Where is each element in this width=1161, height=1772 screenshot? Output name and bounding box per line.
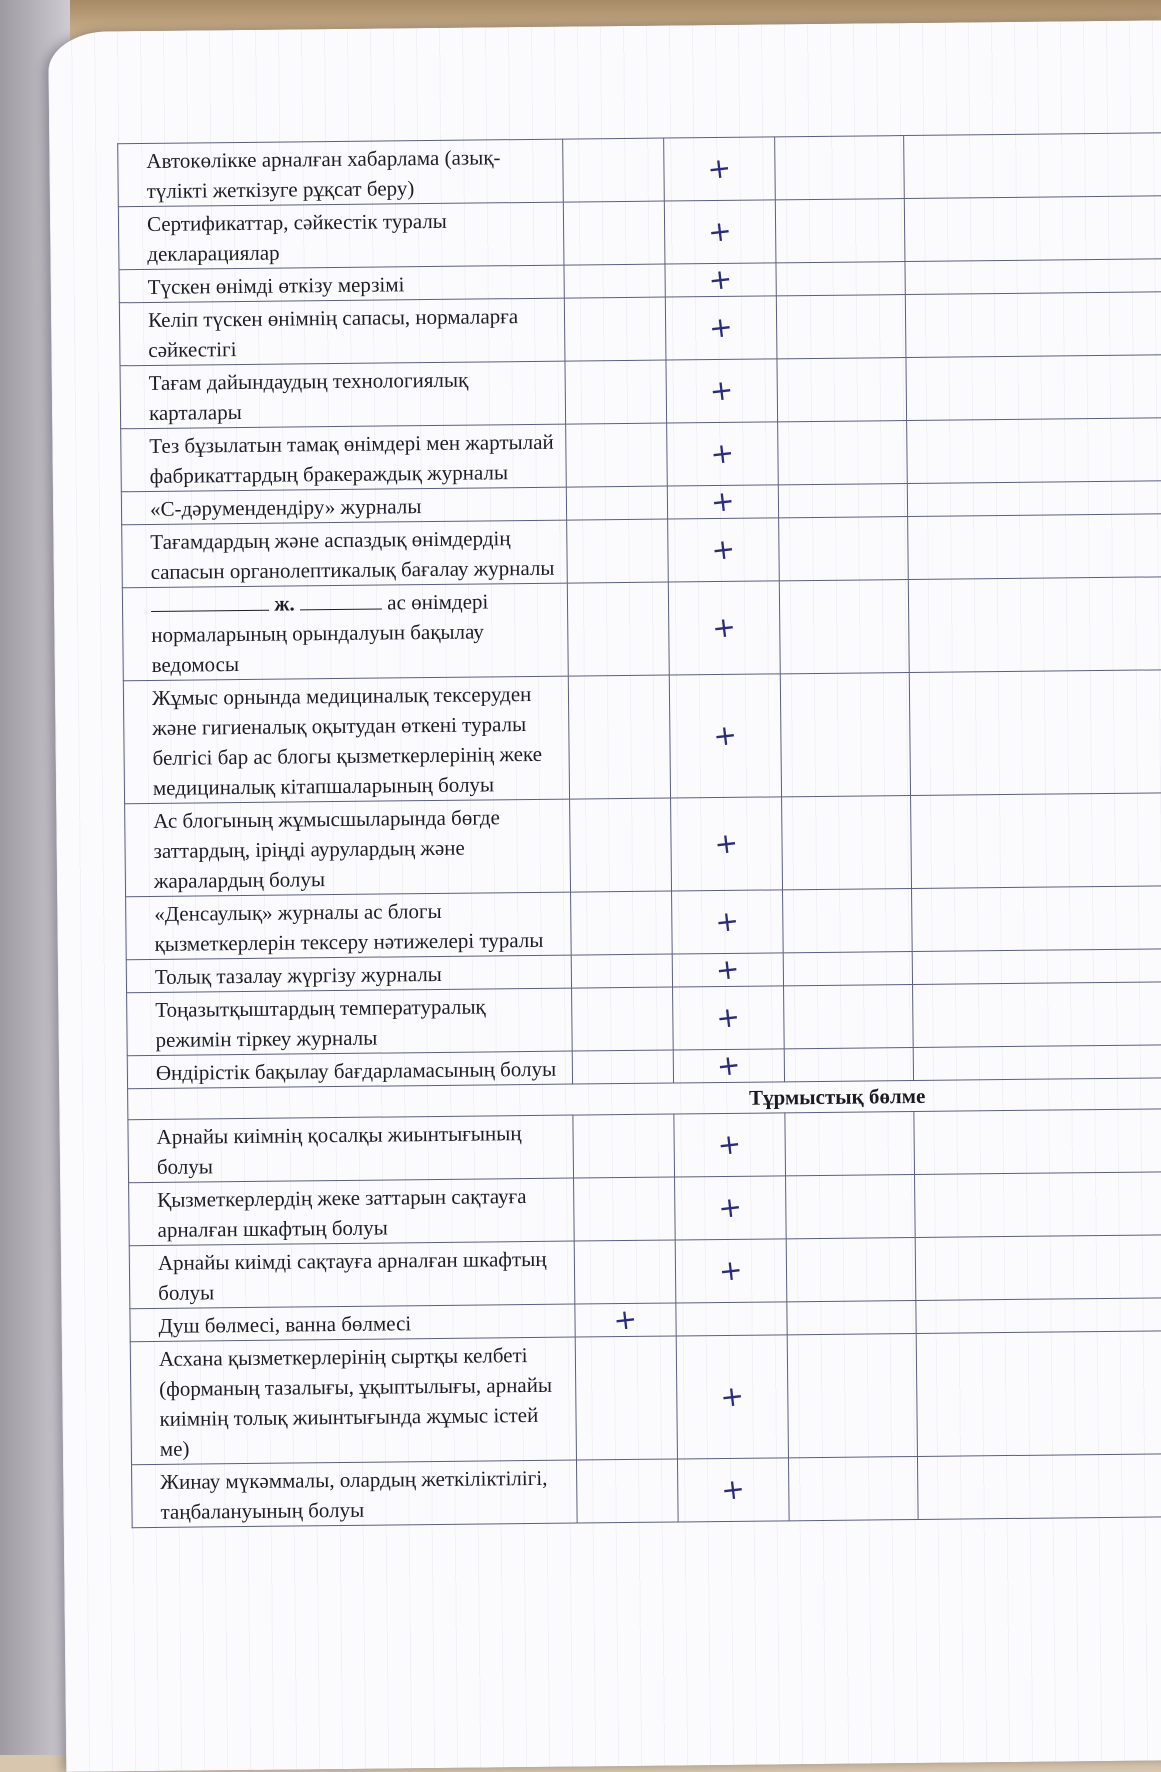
checklist-row (118, 132, 1161, 207)
criterion-text-middle: ж. (274, 591, 295, 616)
checklist-row (126, 885, 1161, 960)
mark-cell-3[interactable] (786, 1237, 916, 1301)
plus-mark-icon: + (711, 717, 739, 754)
plus-mark-icon: + (706, 213, 734, 250)
mark-cell-4[interactable] (914, 1108, 1161, 1174)
mark-cell-1[interactable] (572, 987, 674, 1051)
mark-cell-4[interactable] (909, 669, 1161, 795)
criterion-text: Тағамдардың және аспаздық өнімдердің сапасын органолептикалық бағалау журналы (122, 520, 568, 588)
mark-cell-2[interactable] (673, 1049, 784, 1083)
checklist-row (120, 354, 1161, 429)
checklist-table (117, 132, 1161, 1529)
mark-cell-4[interactable] (917, 1453, 1161, 1519)
criterion-text: Арнайы киімнің қосалқы жиынтығының болуы (128, 1115, 574, 1183)
checklist-row (125, 792, 1161, 897)
plus-mark-icon: + (705, 150, 733, 187)
plus-mark-icon: + (707, 309, 735, 346)
mark-cell-4[interactable] (907, 417, 1161, 483)
criterion-text: Толық тазалау жүргізу журналы (126, 955, 571, 993)
mark-cell-1[interactable] (570, 798, 672, 892)
mark-cell-3[interactable] (778, 484, 907, 518)
criterion-text: Арнайы киімді сақтауға арналған шкафтың болуы (129, 1241, 575, 1309)
mark-cell-1[interactable] (566, 423, 668, 487)
checklist-row (122, 513, 1161, 588)
checklist-row (130, 1330, 1161, 1465)
criterion-text: Автокөлікке арналған хабарлама (азық-түлікті жеткізуге рұқсат беру) (118, 139, 564, 207)
mark-cell-2[interactable] (665, 263, 776, 297)
mark-cell-2[interactable] (675, 1239, 787, 1303)
plus-mark-icon: + (714, 951, 742, 988)
criterion-text: Тағам дайындаудың технологиялық карталары (120, 361, 566, 429)
mark-cell-3[interactable] (777, 358, 907, 422)
criterion-text: Келіп түскен өнімнің сапасы, нормаларға сәйкестігі (119, 298, 565, 366)
mark-cell-3[interactable] (787, 1300, 916, 1334)
blank-line (300, 591, 382, 611)
plus-mark-icon: + (719, 1471, 747, 1508)
section-title: Тұрмыстық бөлме (128, 1077, 1161, 1120)
checklist-row (127, 981, 1161, 1056)
mark-cell-3[interactable] (783, 889, 913, 953)
mark-cell-1[interactable] (571, 891, 673, 955)
mark-cell-1[interactable] (564, 297, 666, 361)
criterion-text-after: ас өнімдері нормаларының орындалуын бақылау ведомосы (151, 589, 489, 677)
criterion-text: Асхана қызметкерлерінің сыртқы келбеті (форманың тазалығы, ұқыптылығы, арнайы киімнің толық жиынтығында жұмыс істей ме) (130, 1337, 576, 1465)
mark-cell-3[interactable] (775, 199, 905, 263)
mark-cell-3[interactable] (784, 984, 914, 1048)
criterion-text: Түскен өнімді өткізу мерзімі (119, 265, 564, 303)
plus-mark-icon: + (716, 1126, 744, 1163)
plus-mark-icon: + (611, 1301, 640, 1338)
mark-cell-1[interactable] (575, 1303, 676, 1337)
mark-cell-2[interactable] (674, 1113, 786, 1177)
mark-cell-2[interactable] (665, 296, 777, 360)
criterion-text: Тоңазытқыштардың температуралық режимін тіркеу журналы (127, 988, 573, 1056)
mark-cell-3[interactable] (779, 580, 909, 674)
mark-cell-1[interactable] (564, 264, 665, 298)
mark-cell-2[interactable] (676, 1302, 787, 1336)
mark-cell-1[interactable] (563, 201, 665, 265)
mark-cell-2[interactable] (668, 518, 780, 582)
plus-mark-icon: + (717, 1252, 745, 1289)
plus-mark-icon: + (714, 999, 742, 1036)
checklist-row (122, 576, 1161, 681)
mark-cell-2[interactable] (671, 797, 783, 891)
checklist-row (129, 1234, 1161, 1309)
mark-cell-4[interactable] (915, 1171, 1161, 1237)
mark-cell-4[interactable] (913, 981, 1161, 1047)
checklist-row (123, 669, 1161, 804)
mark-cell-2[interactable] (666, 359, 778, 423)
mark-cell-2[interactable] (673, 986, 785, 1050)
mark-cell-1[interactable] (572, 1050, 673, 1084)
plus-mark-icon: + (708, 435, 736, 472)
mark-cell-1[interactable] (571, 954, 672, 988)
checklist-row (119, 291, 1161, 366)
mark-cell-1[interactable] (567, 582, 669, 676)
plus-mark-icon: + (710, 609, 738, 646)
plus-mark-icon: + (713, 903, 741, 940)
plus-mark-icon: + (716, 1189, 744, 1226)
mark-cell-4[interactable] (915, 1234, 1161, 1300)
mark-cell-3[interactable] (784, 1047, 913, 1081)
plus-mark-icon: + (708, 372, 736, 409)
mark-cell-3[interactable] (778, 421, 908, 485)
criterion-text-with-blanks (122, 583, 568, 681)
mark-cell-3[interactable] (787, 1333, 917, 1457)
checklist-row (118, 195, 1161, 270)
mark-cell-1[interactable] (576, 1459, 678, 1523)
checklist-row (121, 417, 1161, 492)
checklist-row (129, 1171, 1161, 1246)
mark-cell-3[interactable] (776, 262, 905, 296)
plus-mark-icon: + (707, 261, 735, 298)
mark-cell-2[interactable] (677, 1458, 789, 1522)
mark-cell-2[interactable] (667, 422, 779, 486)
mark-cell-2[interactable] (675, 1176, 787, 1240)
criterion-text: «С-дәрумендендіру» журналы (121, 487, 566, 525)
mark-cell-2[interactable] (676, 1335, 788, 1459)
mark-cell-3[interactable] (775, 136, 905, 200)
mark-cell-2[interactable] (668, 581, 780, 675)
mark-cell-4[interactable] (904, 132, 1161, 198)
mark-cell-1[interactable] (567, 519, 669, 583)
criterion-text: Өндірістік бақылау бағдарламасының болуы (127, 1051, 572, 1089)
plus-mark-icon: + (712, 825, 741, 862)
mark-cell-4[interactable] (913, 1044, 1161, 1080)
mark-cell-3[interactable] (780, 673, 910, 797)
criterion-text: Ас блогының жұмысшыларында бөгде заттардың, іріңді аурулардың және жаралардың болуы (125, 799, 571, 897)
mark-cell-1[interactable] (565, 360, 667, 424)
criterion-text: Тез бұзылатын тамақ өнімдері мен жартылай фабрикаттардың бракераждық журналы (121, 424, 567, 492)
mark-cell-3[interactable] (776, 295, 906, 359)
mark-cell-2[interactable] (672, 953, 783, 987)
criterion-text: Қызметкерлердің жеке заттарын сақтауға арналған шкафтың болуы (129, 1178, 575, 1246)
blank-line (151, 592, 269, 612)
criterion-text: Сертификаттар, сәйкестік туралы декларациялар (118, 202, 564, 270)
paper-page (48, 20, 1161, 1772)
mark-cell-3[interactable] (783, 952, 912, 986)
mark-cell-4[interactable] (911, 792, 1161, 888)
mark-cell-2[interactable] (664, 137, 776, 201)
mark-cell-4[interactable] (905, 258, 1161, 294)
mark-cell-1[interactable] (563, 138, 665, 202)
checklist-sheet (117, 132, 1161, 1529)
mark-cell-1[interactable] (575, 1336, 677, 1460)
mark-cell-2[interactable] (667, 485, 778, 519)
plus-mark-icon: + (715, 1047, 743, 1084)
mark-cell-2[interactable] (664, 200, 776, 264)
mark-cell-3[interactable] (785, 1111, 915, 1175)
mark-cell-2[interactable] (669, 674, 781, 798)
mark-cell-1[interactable] (568, 675, 670, 799)
checklist-row (132, 1453, 1161, 1528)
mark-cell-4[interactable] (916, 1297, 1161, 1333)
mark-cell-4[interactable] (912, 948, 1161, 984)
plus-mark-icon: + (709, 483, 737, 520)
plus-mark-icon: + (709, 531, 737, 568)
mark-cell-4[interactable] (912, 885, 1161, 951)
criterion-text: Жинау мүкәммалы, олардың жеткіліктілігі, таңбалануының болуы (132, 1460, 578, 1528)
mark-cell-4[interactable] (905, 291, 1161, 357)
mark-cell-3[interactable] (786, 1174, 916, 1238)
mark-cell-1[interactable] (574, 1177, 676, 1241)
mark-cell-4[interactable] (908, 576, 1161, 672)
mark-cell-1[interactable] (573, 1114, 675, 1178)
mark-cell-4[interactable] (904, 195, 1161, 261)
mark-cell-4[interactable] (908, 513, 1161, 579)
mark-cell-4[interactable] (907, 480, 1161, 516)
mark-cell-4[interactable] (906, 354, 1161, 420)
mark-cell-4[interactable] (916, 1330, 1161, 1456)
mark-cell-3[interactable] (788, 1456, 918, 1520)
mark-cell-2[interactable] (672, 890, 784, 954)
mark-cell-3[interactable] (779, 517, 909, 581)
plus-mark-icon: + (718, 1378, 746, 1415)
mark-cell-1[interactable] (574, 1240, 676, 1304)
mark-cell-1[interactable] (566, 486, 667, 520)
checklist-row (128, 1108, 1161, 1183)
mark-cell-3[interactable] (782, 796, 912, 890)
criterion-text: «Денсаулық» журналы ас блогы қызметкерлерін тексеру нәтижелері туралы (126, 892, 572, 960)
criterion-text: Жұмыс орнында медициналық тексеруден және гигиеналық оқытудан өткені туралы белгісі бар ас блогы қызметкерлерінің жеке медициналық кітапшаларының болуы (123, 676, 569, 804)
criterion-text: Душ бөлмесі, ванна бөлмесі (130, 1304, 575, 1342)
